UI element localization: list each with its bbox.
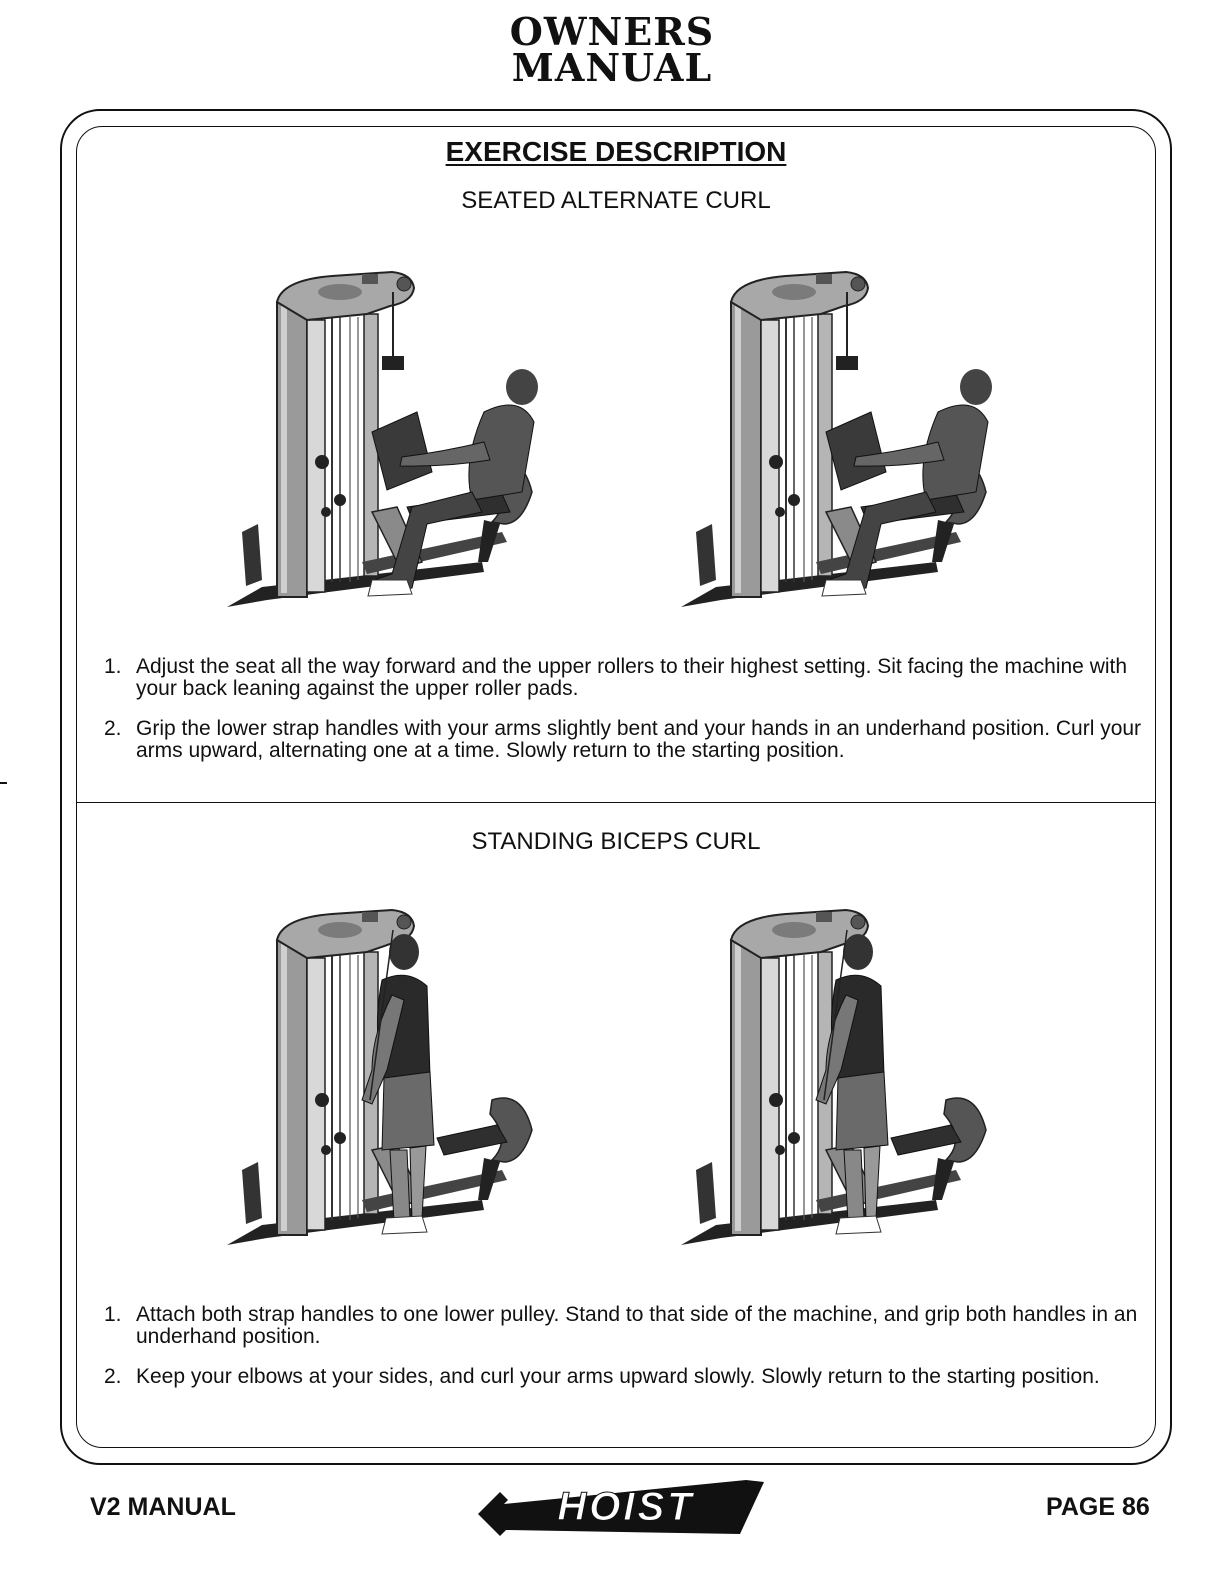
exercise-1-step-1 xyxy=(104,656,1144,700)
footer-page-number: PAGE 86 xyxy=(1046,1493,1150,1521)
exercise-2-steps xyxy=(104,1304,1144,1406)
step-number: 1. xyxy=(104,655,122,678)
seated-curl-end-illustration xyxy=(676,262,1016,622)
exercise-1-steps xyxy=(104,656,1144,780)
step-text: Grip the lower strap handles with your arms slightly bent and your hands in an underhand position. Curl your arms upward, alternating one at a time. Slowly return to the starting position. xyxy=(136,717,1142,762)
standing-curl-end-illustration xyxy=(676,900,1016,1260)
step-text: Adjust the seat all the way forward and the upper rollers to their highest setting. Sit facing the machine with your back leaning against the upper roller pads. xyxy=(136,655,1128,700)
scan-edge-mark xyxy=(0,782,7,784)
section-divider xyxy=(77,802,1155,803)
exercise-2-title: STANDING BICEPS CURL xyxy=(471,828,761,855)
header-line-1: OWNERS xyxy=(509,9,715,54)
step-text: Attach both strap handles to one lower pulley. Stand to that side of the machine, and grip both handles in an underhand position. xyxy=(136,1303,1138,1348)
exercise-1-title: SEATED ALTERNATE CURL xyxy=(461,187,771,214)
standing-curl-start-illustration xyxy=(222,900,562,1260)
logo-text: HOIST xyxy=(557,1485,695,1529)
step-number: 1. xyxy=(104,1303,122,1326)
step-number: 2. xyxy=(104,1365,122,1388)
header-line-2: MANUAL xyxy=(511,45,713,90)
exercise-2-step-2 xyxy=(104,1366,1144,1388)
step-text: Keep your elbows at your sides, and curl your arms upward slowly. Slowly return to the starting position. xyxy=(136,1365,1100,1388)
exercise-1-step-2 xyxy=(104,718,1144,762)
footer-manual-label: V2 MANUAL xyxy=(90,1493,236,1521)
exercise-2-step-1 xyxy=(104,1304,1144,1348)
step-number: 2. xyxy=(104,717,122,740)
page-header xyxy=(0,9,1224,90)
hoist-logo xyxy=(476,1474,766,1540)
seated-curl-start-illustration xyxy=(222,262,562,622)
section-title: EXERCISE DESCRIPTION xyxy=(445,136,787,167)
